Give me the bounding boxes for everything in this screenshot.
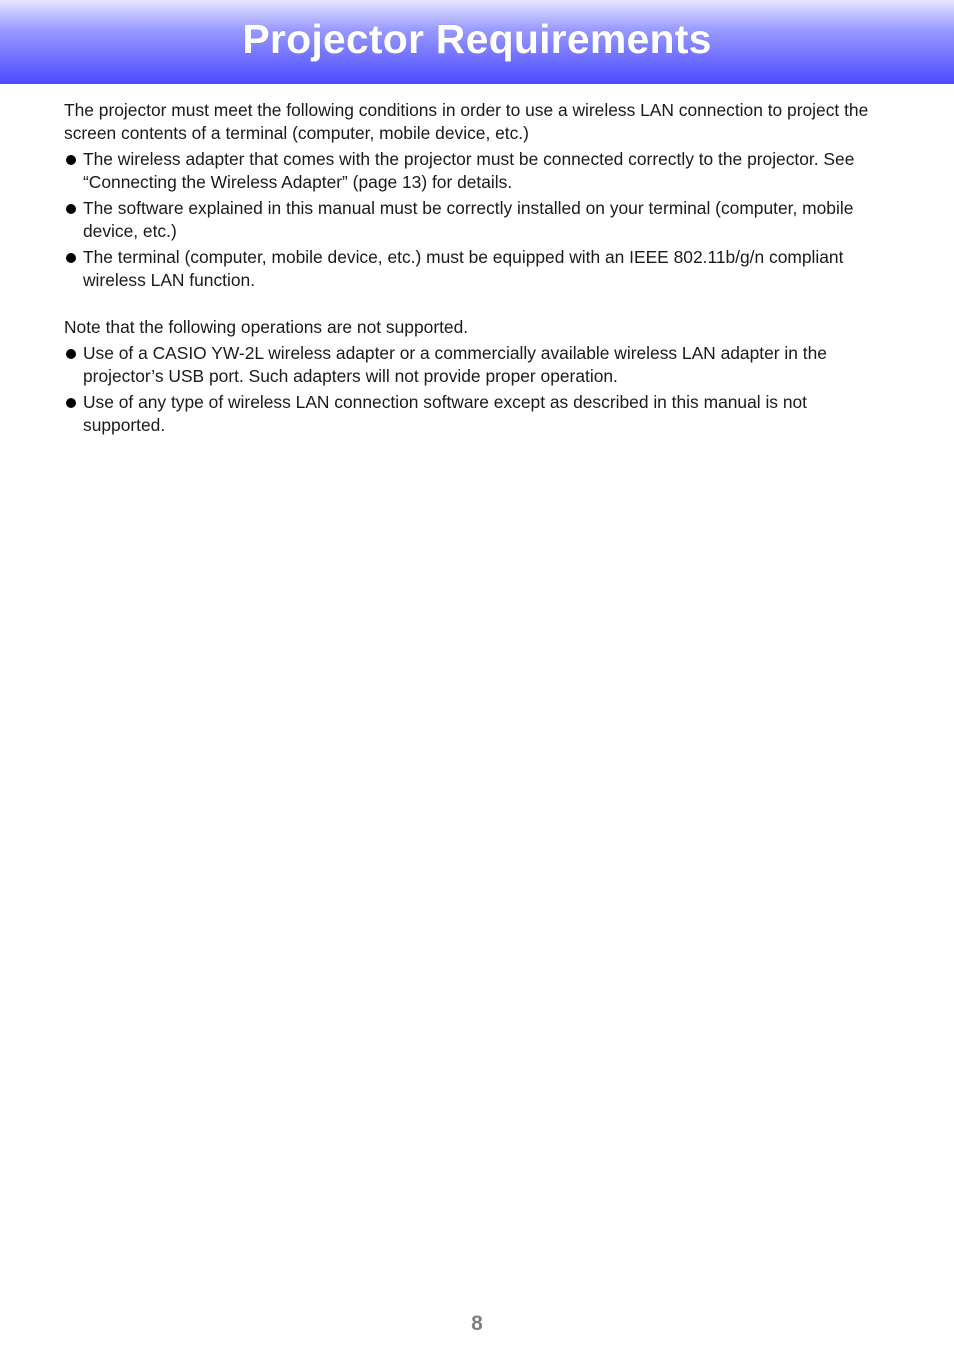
list-item [64,391,890,437]
list-item [64,197,890,243]
list-item-text: The terminal (computer, mobile device, etc.) must be equipped with an IEEE 802.11b/g/n compliant wireless LAN function. [83,247,844,290]
page-number: 8 [471,1312,483,1335]
unsupported-list [64,342,890,437]
list-item-text: Use of a CASIO YW-2L wireless adapter or a commercially available wireless LAN adapter in the projector’s USB port. Such adapters will not provide proper operation. [83,343,827,386]
title-banner [0,0,954,84]
list-item-text: The software explained in this manual must be correctly installed on your terminal (computer, mobile device, etc.) [83,198,854,241]
bullet-icon [66,204,76,214]
list-item [64,246,890,292]
bullet-icon [66,155,76,165]
unsupported-intro: Note that the following operations are not supported. [64,317,469,337]
list-item-text: Use of any type of wireless LAN connection software except as described in this manual is not supported. [83,392,808,435]
bullet-icon [66,398,76,408]
bullet-icon [66,253,76,263]
bullet-icon [66,349,76,359]
list-item-text: The wireless adapter that comes with the projector must be connected correctly to the projector. See “Connecting the Wireless Adapter” (page 13) for details. [83,149,855,192]
main-content [64,99,890,437]
requirements-list [64,148,890,292]
section-spacer [64,292,890,316]
page-title: Projector Requirements [242,15,712,62]
list-item [64,342,890,388]
list-item [64,148,890,194]
requirements-intro: The projector must meet the following conditions in order to use a wireless LAN connection to project the screen contents of a terminal (computer, mobile device, etc.) [64,100,869,143]
